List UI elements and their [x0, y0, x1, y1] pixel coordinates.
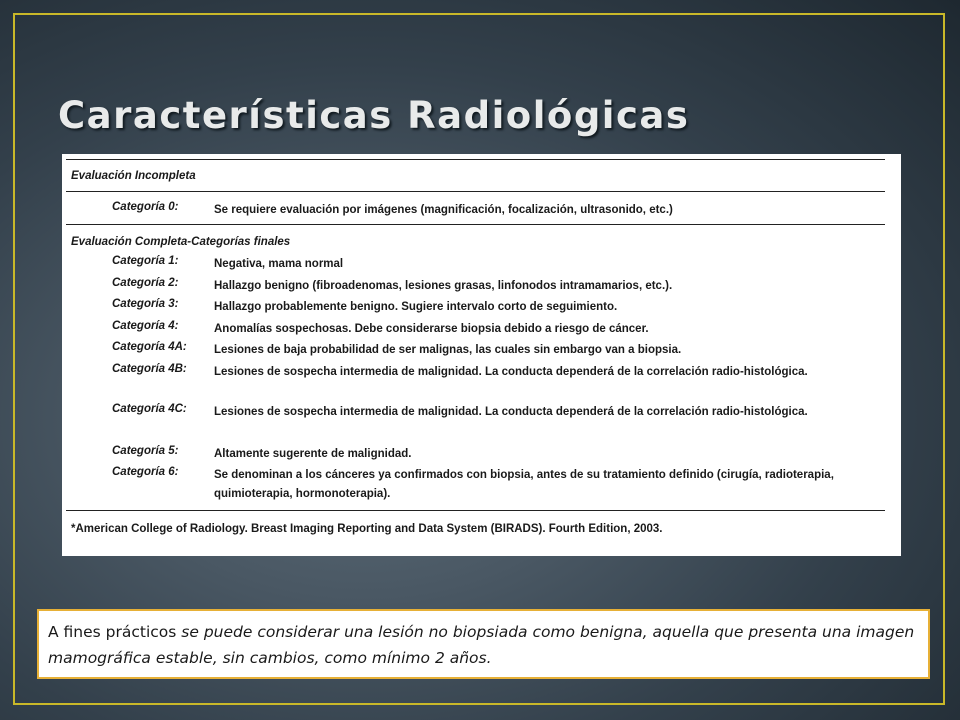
table-footnote: *American College of Radiology. Breast Imaging Reporting and Data System (BIRADS). Fourth Edition, 2003.: [71, 523, 663, 535]
category-description: Se requiere evaluación por imágenes (magnificación, focalización, ultrasonido, etc.): [214, 204, 673, 216]
section-complete: Evaluación Completa-Categorías finales: [71, 236, 291, 248]
category-description: Lesiones de baja probabilidad de ser malignas, las cuales sin embargo van a biopsia.: [214, 344, 682, 356]
category-label: Categoría 4B:: [112, 363, 187, 375]
table-rule: [66, 510, 885, 511]
category-label: Categoría 4A:: [112, 341, 187, 353]
section-incomplete: Evaluación Incompleta: [71, 170, 196, 182]
category-label: Categoría 0:: [112, 201, 179, 213]
category-label: Categoría 2:: [112, 277, 179, 289]
slide-title: Características Radiológicas: [58, 94, 690, 137]
note-text-normal: A fines prácticos: [48, 623, 182, 641]
category-description: Hallazgo probablemente benigno. Sugiere intervalo corto de seguimiento.: [214, 301, 618, 313]
category-label: Categoría 6:: [112, 466, 179, 478]
category-label: Categoría 4C:: [112, 403, 187, 415]
note-box: [37, 609, 930, 679]
category-description: Hallazgo benigno (fibroadenomas, lesiones grasas, linfonodos intramamarios, etc.).: [214, 280, 673, 292]
category-description: Negativa, mama normal: [214, 258, 344, 270]
category-description: Se denominan a los cánceres ya confirmados con biopsia, antes de su tratamiento definido (cirugía, radioterapia, quimioterapia, hormonoterapia).: [214, 469, 834, 500]
note-text-italic: se puede considerar una lesión no biopsiada como benigna, aquella que presenta una imagen mamográfica estable, sin cambios, como mínimo 2 años.: [48, 623, 915, 667]
category-label: Categoría 5:: [112, 445, 179, 457]
category-description: Lesiones de sospecha intermedia de malignidad. La conducta dependerá de la correlación radio-histológica.: [214, 366, 808, 378]
category-label: Categoría 3:: [112, 298, 179, 310]
category-description: Anomalías sospechosas. Debe considerarse biopsia debido a riesgo de cáncer.: [214, 323, 649, 335]
category-label: Categoría 4:: [112, 320, 179, 332]
category-description: Altamente sugerente de malignidad.: [214, 448, 412, 460]
category-label: Categoría 1:: [112, 255, 179, 267]
table-rule: [66, 191, 885, 192]
birads-table: [62, 154, 901, 556]
table-rule: [66, 224, 885, 225]
category-description: Lesiones de sospecha intermedia de malignidad. La conducta dependerá de la correlación radio-histológica.: [214, 406, 808, 418]
table-rule-top: [66, 159, 885, 160]
